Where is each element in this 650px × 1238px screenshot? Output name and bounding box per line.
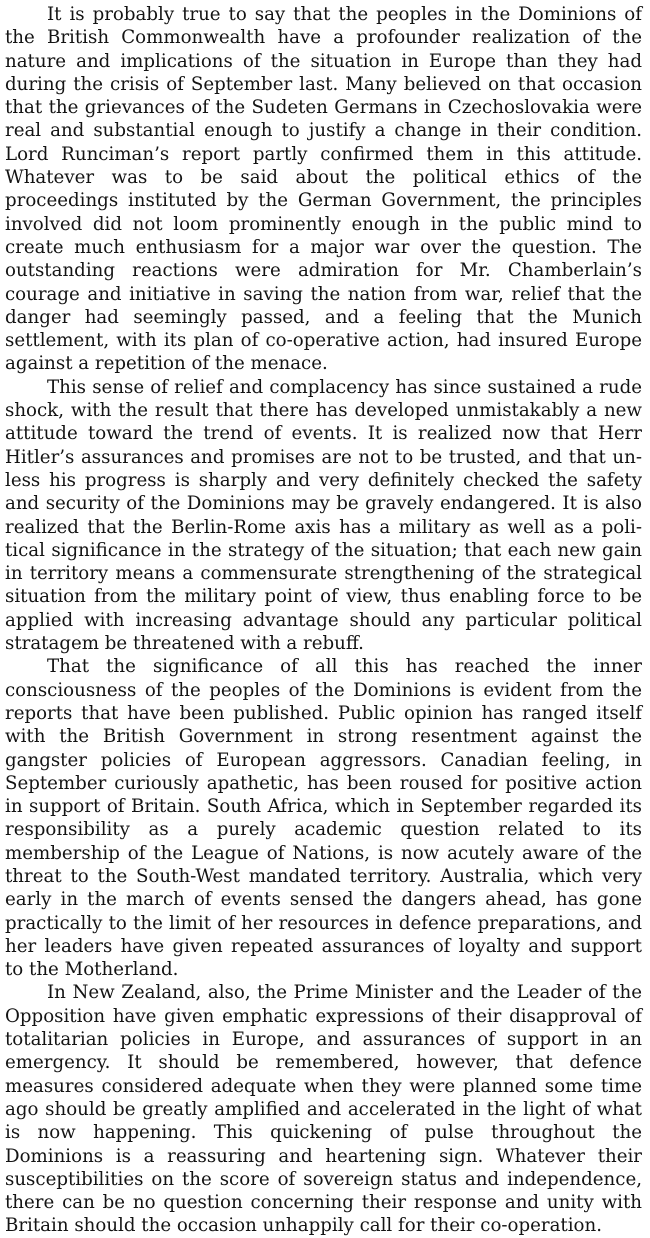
paragraph-new-zealand: In New Zealand, also, the Prime Minister and the Leader of the Opposition have given emphatic expressions of their disapproval of totalitarian policies in Europe, and assurances of support in an emergency. It should be remembered, however, that defence measures considered adequate when they were planned some time ago should be greatly amplified and accelerated in the light of what is now happening. This quickening of pulse throughout the Dominions is a reassuring and heartening sign. Whatever their susceptibilities on the score of sovereign status and independence, there can be no question concerning their response and unity with Britain should the occasion unhappily call for their co-operation. [5, 982, 642, 1237]
paragraph-public-opinion: That the significance of all this has reached the inner consciousness of the peoples of the Dominions is evident from the reports that have been published. Public opinion has ranged itself with the British Government in strong resentment against the gangster policies of European aggressors. Canadian feeling, in September curiously apathetic, has been roused for positive action in support of Britain. South Africa, which in September regarded its responsibility as a purely academic question related to its membership of the League of Nations, is now acutely aware of the threat to the South-West mandated territory. Australia, which very early in the march of events sensed the dangers ahead, has gone practically to the limit of her resources in defence preparations, and her leaders have given repeated assurances of loyalty and support to the Motherland. [5, 656, 642, 981]
paragraph-relief-and-complacency: This sense of relief and complacency has since sustained a rude shock, with the result that there has developed unmistakably a new attitude toward the trend of events. It is realized now that Herr Hitler’s assurances and promises are not to be trusted, and that unless his progress is sharply and very definitely checked the safety and security of the Dominions may be gravely endangered. It is also realized that the Berlin-Rome axis has a military as well as a political significance in the strategy of the situation; that each new gain in territory means a commensurate strengthening of the strategical situation from the military point of view, thus enabling force to be applied with increasing advantage should any particular political stratagem be threatened with a rebuff. [5, 376, 642, 655]
paragraph-dominions-realization: It is probably true to say that the peoples in the Dominions of the British Commonwealth have a profounder realization of the nature and implications of the situation in Europe than they had during the crisis of September last. Many believed on that occasion that the grievances of the Sudeten Germans in Czechoslovakia were real and substantial enough to justify a change in their condition. Lord Runciman’s report partly confirmed them in this attitude. Whatever was to be said about the political ethics of the proceedings instituted by the German Government, the principles involved did not loom prominently enough in the public mind to create much enthusiasm for a major war over the question. The outstanding reactions were admiration for Mr. Chamberlain’s courage and initiative in saving the nation from war, relief that the danger had seemingly passed, and a feeling that the Munich settlement, with its plan of co-operative action, had insured Europe against a repetition of the menace. [5, 4, 642, 375]
